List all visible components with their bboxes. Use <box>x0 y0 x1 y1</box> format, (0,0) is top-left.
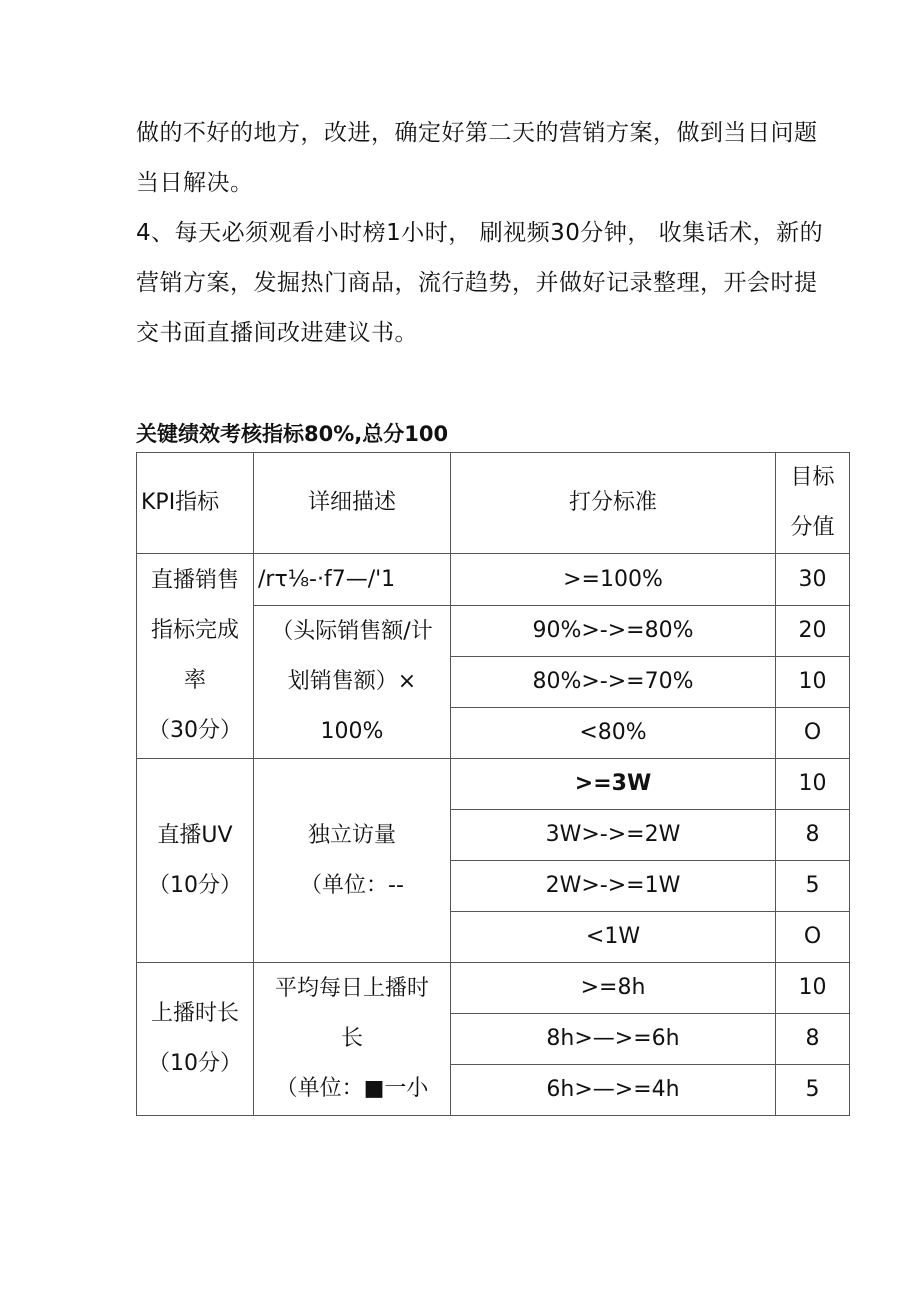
indicator-line: （30分） <box>148 718 242 743</box>
table-row <box>137 963 850 1014</box>
table-title: 关键绩效考核指标80%,总分100 <box>136 422 449 446</box>
criteria-cell: 90%>->=80% <box>451 606 776 657</box>
criteria-cell: 6h>—>=4h <box>451 1065 776 1116</box>
indicator-sales <box>137 554 254 759</box>
score-cell: O <box>776 912 850 963</box>
criteria-cell: <1W <box>451 912 776 963</box>
criteria-cell: 80%>->=70% <box>451 657 776 708</box>
score-cell: O <box>776 708 850 759</box>
score-cell: 10 <box>776 657 850 708</box>
desc-line: （单位：■一小 <box>275 1076 429 1101</box>
table-row <box>137 759 850 810</box>
desc-line: 独立访量 <box>307 822 396 848</box>
header-kpi: KPI指标 <box>137 453 254 554</box>
indicator-line: 直播销售 <box>150 568 239 593</box>
score-cell: 5 <box>776 1065 850 1116</box>
body-text <box>136 108 836 358</box>
indicator-line: （10分） <box>148 1051 242 1076</box>
paragraph-1: 做的不好的地方，改进，确定好第二天的营销方案，做到当日问题当日解决。 <box>136 120 818 196</box>
indicator-line: 率 <box>183 668 206 693</box>
header-score-line1: 目标 <box>790 465 835 490</box>
criteria-cell: 3W>->=2W <box>451 810 776 861</box>
score-cell: 30 <box>776 554 850 606</box>
header-desc: 详细描述 <box>254 453 451 554</box>
criteria-cell: >=100% <box>451 554 776 606</box>
score-cell: 8 <box>776 1014 850 1065</box>
indicator-line: 指标完成 <box>150 618 239 643</box>
desc-line: 长 <box>340 1026 363 1051</box>
score-cell: 5 <box>776 861 850 912</box>
paragraph-2: 4、每天必须观看小时榜1小时， 刷视频30分钟， 收集话术，新的营销方案，发掘热门商品，流行趋势，并做好记录整理，开会时提交书面直播间改进建议书。 <box>136 220 824 346</box>
desc-line: 划销售额）× <box>287 669 417 694</box>
score-cell: 10 <box>776 963 850 1014</box>
indicator-line: 直播UV <box>157 822 233 848</box>
indicator-duration <box>137 963 254 1116</box>
desc-line: （单位：-- <box>300 872 404 898</box>
desc-duration <box>254 963 451 1116</box>
criteria-cell: >=3W <box>451 759 776 810</box>
score-cell: 8 <box>776 810 850 861</box>
desc-line: （头际销售额/计 <box>271 619 433 644</box>
score-cell: 20 <box>776 606 850 657</box>
desc-line: 平均每日上播时 <box>274 976 429 1001</box>
indicator-uv <box>137 759 254 963</box>
criteria-cell: 2W>->=1W <box>451 861 776 912</box>
indicator-line: （10分） <box>148 872 242 898</box>
desc-uv <box>254 759 451 963</box>
desc-sales-formula: /rτ⅛-·f7—/'1 <box>254 554 451 606</box>
criteria-cell: <80% <box>451 708 776 759</box>
table-row <box>137 554 850 606</box>
desc-sales <box>254 606 451 759</box>
desc-line: 100% <box>320 719 384 744</box>
header-score-line2: 分值 <box>790 515 835 540</box>
score-cell: 10 <box>776 759 850 810</box>
header-criteria: 打分标准 <box>451 453 776 554</box>
kpi-table <box>136 452 850 1116</box>
header-score <box>776 453 850 554</box>
criteria-cell: >=8h <box>451 963 776 1014</box>
criteria-cell: 8h>—>=6h <box>451 1014 776 1065</box>
table-header-row <box>137 453 850 554</box>
indicator-line: 上播时长 <box>150 1001 239 1026</box>
